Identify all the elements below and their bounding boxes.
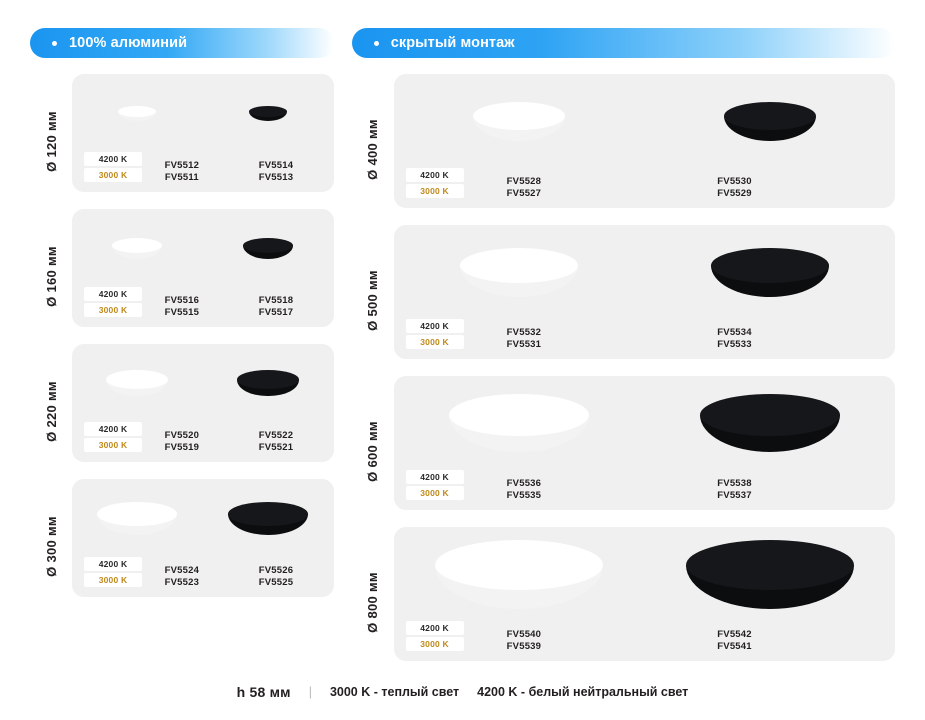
legend-neutral: 4200 K - белый нейтральный свет [477,685,689,699]
color-temperature-tags [406,470,464,502]
product-code: FV5513 [258,172,294,183]
lamp-black [711,248,829,297]
temp-tag-3000k: 3000 K [406,637,464,651]
diameter-text: Ø 400 мм [365,119,381,180]
lamp-stage [394,527,895,621]
lamp-top-face [118,106,156,117]
diameter-text: Ø 600 мм [365,421,381,482]
product-code: FV5511 [164,172,199,183]
product-codes [717,327,751,351]
lamp-top-face [724,102,816,130]
lamp-white [435,540,603,609]
lamp-white [449,394,589,452]
product-code: FV5525 [258,577,294,588]
product-code: FV5514 [258,160,294,171]
product-codes [717,176,751,200]
color-temperature-tags [406,168,464,200]
product-codes [259,160,293,184]
diameter-text: Ø 800 мм [365,572,381,633]
diameter-label [30,344,72,479]
card-wrapper [394,74,895,225]
diameter-label [352,225,394,376]
lamp-top-face [112,238,162,253]
product-codes [259,295,293,319]
product-card [394,225,895,359]
product-code: FV5541 [717,641,752,652]
product-row [30,74,334,209]
product-code: FV5512 [164,160,200,171]
product-codes [507,629,541,653]
lamp-stage [394,225,895,319]
product-row [352,225,895,376]
color-temperature-tags [406,621,464,653]
lamp-white [106,370,168,396]
product-codes [165,295,199,319]
product-code: FV5520 [164,430,200,441]
lamp-top-face [249,106,287,117]
card-wrapper [72,344,334,479]
lamp-stage [394,74,895,168]
lamp-top-face [106,370,168,389]
lamp-black [249,106,287,121]
color-temperature-tags [84,287,142,319]
product-code: FV5535 [506,490,542,501]
temp-tag-4200k: 4200 K [406,319,464,333]
legend-height: h 58 мм [236,684,291,700]
product-codes [717,478,751,502]
lamp-black [228,502,308,535]
product-code: FV5517 [258,307,294,318]
product-card [72,209,334,327]
product-code: FV5521 [258,442,294,453]
product-row [30,479,334,614]
diameter-label [352,376,394,527]
column-small-diameters [30,74,334,678]
lamp-top-face [686,540,854,590]
product-row [352,376,895,527]
badge-hidden-mount [352,28,895,58]
product-codes [259,565,293,589]
card-wrapper [394,225,895,376]
product-codes [259,430,293,454]
product-code: FV5538 [717,478,752,489]
product-code: FV5530 [717,176,752,187]
lamp-black [243,238,293,259]
badge-hidden-mount-label: скрытый монтаж [390,35,515,51]
header-badges [0,0,925,58]
card-wrapper [394,527,895,678]
product-row [352,74,895,225]
lamp-black [686,540,854,609]
product-grid [0,58,925,678]
temp-tag-3000k: 3000 K [84,438,142,452]
product-code: FV5533 [717,339,752,350]
card-wrapper [72,479,334,614]
product-code: FV5522 [258,430,294,441]
temp-tag-3000k: 3000 K [84,573,142,587]
lamp-stage [72,74,334,152]
product-row [352,527,895,678]
diameter-text: Ø 220 мм [43,381,59,442]
lamp-white [118,106,156,121]
diameter-label [30,74,72,209]
badge-aluminium-label: 100% алюминий [69,35,188,51]
product-code: FV5515 [164,307,200,318]
product-codes [507,176,541,200]
product-codes [165,565,199,589]
product-codes [507,478,541,502]
product-card [394,376,895,510]
color-temperature-tags [84,557,142,589]
card-wrapper [72,74,334,209]
lamp-white [460,248,578,297]
lamp-white [473,102,565,141]
product-codes [165,430,199,454]
product-code: FV5516 [164,295,200,306]
diameter-label [352,527,394,678]
product-code: FV5524 [164,565,200,576]
legend [0,678,925,700]
lamp-top-face [473,102,565,130]
product-code: FV5531 [506,339,542,350]
product-codes [507,327,541,351]
product-codes [165,160,199,184]
product-code: FV5527 [506,188,542,199]
temp-tag-4200k: 4200 K [406,621,464,635]
product-code: FV5518 [258,295,294,306]
temp-tag-3000k: 3000 K [406,335,464,349]
lamp-top-face [700,394,840,436]
lamp-top-face [97,502,177,526]
lamp-top-face [228,502,308,526]
lamp-top-face [460,248,578,283]
lamp-stage [72,479,334,557]
column-large-diameters [352,74,895,678]
lamp-top-face [449,394,589,436]
lamp-black [724,102,816,141]
product-code: FV5537 [717,490,752,501]
bullet-dot-icon [52,41,57,46]
color-temperature-tags [84,422,142,454]
product-card [72,479,334,597]
lamp-stage [72,344,334,422]
lamp-black [237,370,299,396]
diameter-text: Ø 300 мм [43,516,59,577]
product-code: FV5542 [717,629,752,640]
color-temperature-tags [406,319,464,351]
temp-tag-4200k: 4200 K [84,287,142,301]
card-wrapper [394,376,895,527]
bullet-dot-icon [374,41,379,46]
product-codes [717,629,751,653]
lamp-top-face [243,238,293,253]
color-temperature-tags [84,152,142,184]
temp-tag-4200k: 4200 K [84,152,142,166]
temp-tag-3000k: 3000 K [84,168,142,182]
lamp-top-face [237,370,299,389]
lamp-stage [72,209,334,287]
temp-tag-4200k: 4200 K [84,422,142,436]
product-row [30,344,334,479]
diameter-label [30,479,72,614]
temp-tag-4200k: 4200 K [406,470,464,484]
diameter-label [352,74,394,225]
product-card [394,527,895,661]
card-wrapper [72,209,334,344]
lamp-top-face [435,540,603,590]
diameter-text: Ø 120 мм [43,111,59,172]
lamp-top-face [711,248,829,283]
diameter-text: Ø 160 мм [43,246,59,307]
product-code: FV5536 [506,478,542,489]
temp-tag-3000k: 3000 K [84,303,142,317]
legend-warm: 3000 K - теплый свет [329,685,460,699]
product-code: FV5529 [717,188,752,199]
product-row [30,209,334,344]
temp-tag-3000k: 3000 K [406,486,464,500]
product-card [72,344,334,462]
product-code: FV5523 [164,577,200,588]
badge-aluminium [30,28,334,58]
product-code: FV5532 [506,327,542,338]
product-code: FV5528 [506,176,542,187]
diameter-text: Ø 500 мм [365,270,381,331]
legend-separator: | [308,685,312,699]
lamp-stage [394,376,895,470]
product-card [72,74,334,192]
temp-tag-3000k: 3000 K [406,184,464,198]
lamp-white [97,502,177,535]
product-code: FV5519 [164,442,200,453]
product-code: FV5526 [258,565,294,576]
temp-tag-4200k: 4200 K [406,168,464,182]
lamp-black [700,394,840,452]
product-code: FV5539 [506,641,542,652]
product-code: FV5540 [506,629,542,640]
diameter-label [30,209,72,344]
temp-tag-4200k: 4200 K [84,557,142,571]
lamp-white [112,238,162,259]
product-card [394,74,895,208]
product-code: FV5534 [717,327,752,338]
